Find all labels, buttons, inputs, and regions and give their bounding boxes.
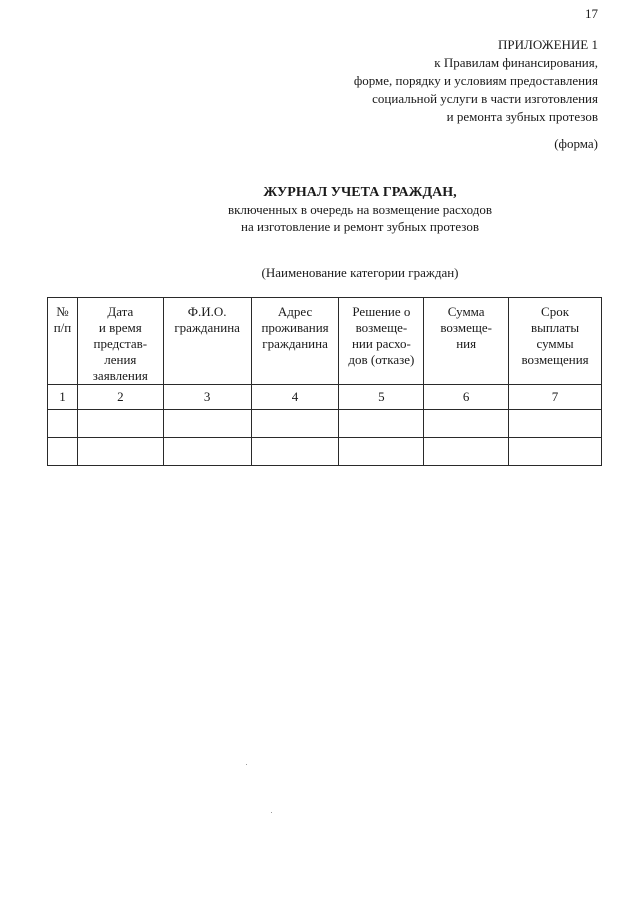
scan-speck [271, 812, 272, 813]
document-subtitle: на изготовление и ремонт зубных протезов [240, 219, 479, 234]
appendix-line: социальной услуги в части изготовления [372, 91, 598, 106]
empty-cell [163, 438, 251, 466]
empty-cell [251, 410, 339, 438]
document-subtitle: включенных в очередь на возмещение расходов [227, 202, 493, 217]
appendix-header [198, 36, 598, 126]
column-number: 4 [251, 385, 339, 410]
table-row [48, 438, 602, 466]
empty-cell [509, 438, 602, 466]
page-number: 17 [585, 6, 598, 21]
empty-cell [424, 410, 509, 438]
empty-cell [509, 410, 602, 438]
column-number: 7 [509, 385, 602, 410]
empty-cell [48, 438, 78, 466]
empty-cell [251, 438, 339, 466]
form-label: (форма) [554, 136, 598, 151]
header-cell-amount: Сумма возмеще- ния [424, 298, 509, 385]
column-number: 5 [339, 385, 424, 410]
empty-cell [163, 410, 251, 438]
header-cell-date: Дата и время представ- ления заявления [77, 298, 163, 385]
appendix-line: форме, порядку и условиям предоставления [353, 73, 598, 88]
header-cell-name: Ф.И.О. гражданина [163, 298, 251, 385]
column-number: 1 [48, 385, 78, 410]
empty-cell [424, 438, 509, 466]
appendix-title: ПРИЛОЖЕНИЕ 1 [498, 37, 598, 52]
empty-cell [77, 410, 163, 438]
column-number: 3 [163, 385, 251, 410]
header-cell-payment-term: Срок выплаты суммы возмещения [509, 298, 602, 385]
empty-cell [339, 438, 424, 466]
journal-table [47, 297, 602, 466]
scan-speck [246, 764, 247, 765]
document-title-block [0, 184, 640, 235]
document-title: ЖУРНАЛ УЧЕТА ГРАЖДАН, [263, 185, 457, 200]
appendix-line: к Правилам финансирования, [434, 55, 598, 70]
table-header-row [48, 298, 602, 385]
appendix-line: и ремонта зубных протезов [446, 109, 598, 124]
header-cell-number: № п/п [48, 298, 78, 385]
header-cell-decision: Решение о возмеще- нии расхо- дов (отказе) [339, 298, 424, 385]
empty-cell [77, 438, 163, 466]
empty-cell [339, 410, 424, 438]
empty-cell [48, 410, 78, 438]
header-cell-address: Адрес проживания гражданина [251, 298, 339, 385]
table-row [48, 410, 602, 438]
category-label: (Наименование категории граждан) [261, 265, 459, 280]
table-numbering-row [48, 385, 602, 410]
column-number: 6 [424, 385, 509, 410]
column-number: 2 [77, 385, 163, 410]
